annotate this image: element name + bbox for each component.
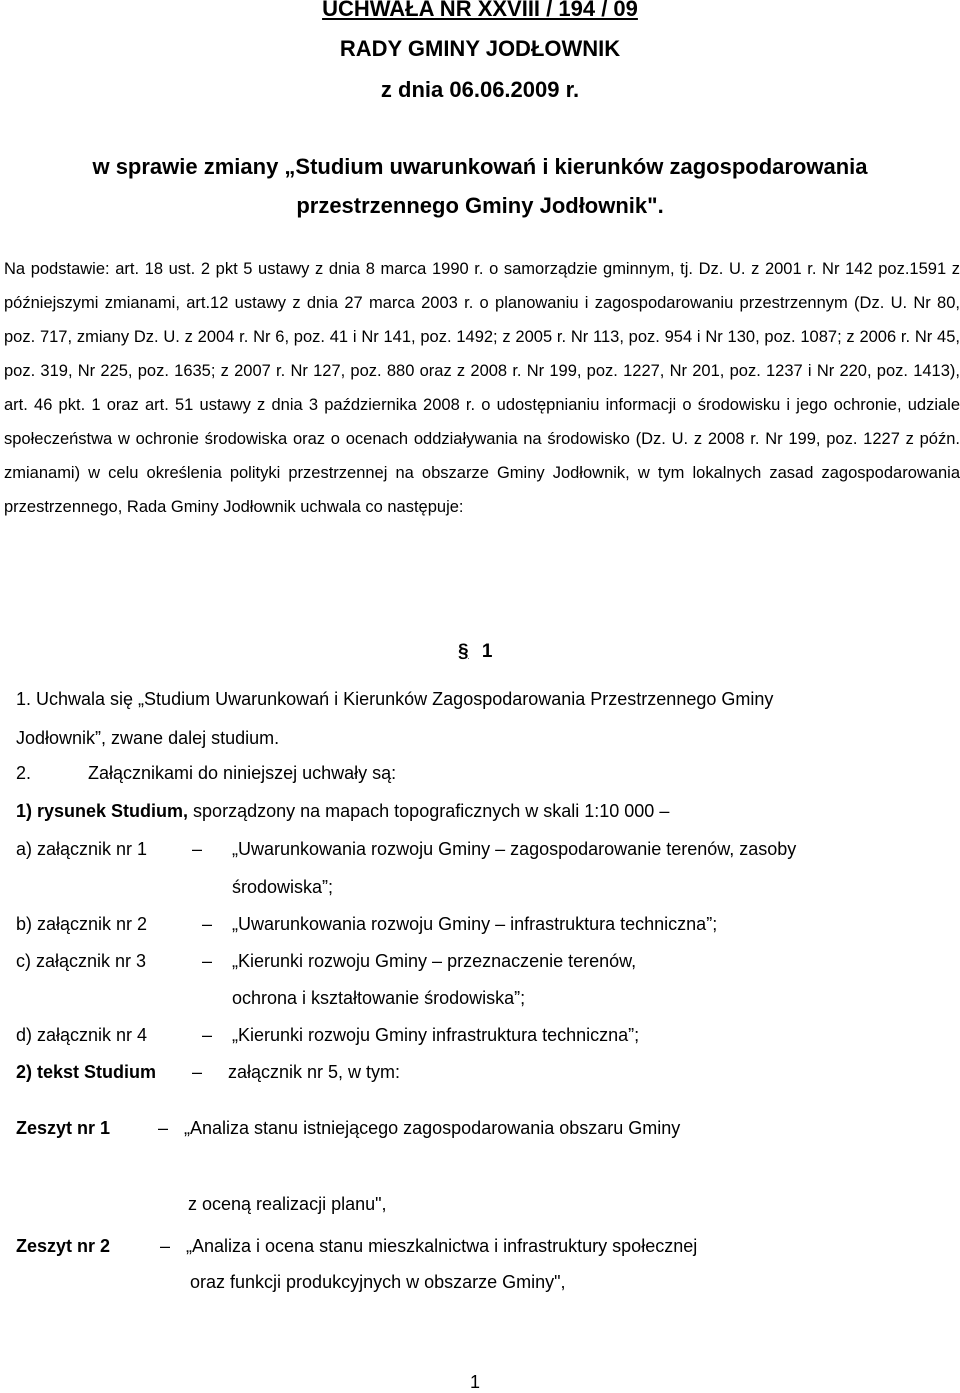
section-heading <box>458 641 492 663</box>
attachment-a-line-2: środowiska”; <box>232 877 334 897</box>
page-number: 1 <box>470 1372 481 1392</box>
attachment-c-line-1: „Kierunki rozwoju Gminy – przeznaczenie terenów, <box>232 951 637 971</box>
attachment-b-dash: – <box>202 914 213 934</box>
section-symbol: § <box>458 641 469 662</box>
item-1-text: sporządzony na mapach topograficznych w skali 1:10 000 – <box>188 801 670 821</box>
subject-line-2: przestrzennego Gminy Jodłownik". <box>296 193 664 218</box>
item-1-line <box>16 801 669 822</box>
volume-2-line-1: „Analiza i ocena stanu mieszkalnictwa i infrastruktury społecznej <box>186 1236 698 1256</box>
item-2-label: 2) tekst Studium <box>16 1062 157 1082</box>
attachment-d-dash: – <box>202 1025 213 1045</box>
volume-2-dash: – <box>160 1236 171 1256</box>
attachment-b-text: „Uwarunkowania rozwoju Gminy – infrastruktura techniczna”; <box>232 914 718 934</box>
attachment-c-line-2: ochrona i kształtowanie środowiska”; <box>232 988 526 1008</box>
subject-line-1: w sprawie zmiany „Studium uwarunkowań i kierunków zagospodarowania <box>92 154 868 179</box>
section-number: 1 <box>481 641 493 662</box>
volume-2-line-2: oraz funkcji produkcyjnych w obszarze Gminy", <box>190 1272 566 1292</box>
item-2-text: załącznik nr 5, w tym: <box>228 1062 401 1082</box>
point-1-line-1: 1. Uchwala się „Studium Uwarunkowań i Kierunków Zagospodarowania Przestrzennego Gminy <box>16 689 774 709</box>
point-2-number: 2. <box>16 763 32 783</box>
resolution-date: z dnia 06.06.2009 r. <box>380 77 580 102</box>
attachment-b-label: b) załącznik nr 2 <box>16 914 148 934</box>
point-2-text: Załącznikami do niniejszej uchwały są: <box>88 763 397 783</box>
point-1-line-2: Jodłownik”, zwane dalej studium. <box>16 728 280 748</box>
attachment-d-text: „Kierunki rozwoju Gminy infrastruktura techniczna”; <box>232 1025 640 1045</box>
attachment-c-dash: – <box>202 951 213 971</box>
item-2-dash: – <box>192 1062 203 1082</box>
resolution-title: UCHWAŁA NR XXVIII / 194 / 09 <box>322 0 638 21</box>
attachment-a-label: a) załącznik nr 1 <box>16 839 148 859</box>
attachment-a-dash: – <box>192 839 203 859</box>
volume-1-line-1: „Analiza stanu istniejącego zagospodarowania obszaru Gminy <box>184 1118 681 1138</box>
legal-basis-paragraph: Na podstawie: art. 18 ust. 2 pkt 5 ustawy z dnia 8 marca 1990 r. o samorządzie gminnym, tj. Dz. U. z 2001 r. Nr 142 poz.1591 z późniejszymi zmianami, art.12 ustawy z dnia 27 marca 2003 r. o planowaniu i zagospodarowaniu przestrzennym (Dz. U. Nr 80, poz. 717, zmiany Dz. U. z 2004 r. Nr 6, poz. 41 i Nr 141, poz. 1492; z 2005 r. Nr 113, poz. 954 i Nr 130, poz. 1087; z 2006 r. Nr 45, poz. 319, Nr 225, poz. 1635; z 2007 r. Nr 127, poz. 880 oraz z 2008 r. Nr 199, poz. 1227, Nr 201, poz. 1237 i Nr 220, poz. 1413), art. 46 pkt. 1 oraz art. 51 ustawy z dnia 3 października 2008 r. o udostępnianiu informacji o środowisku i jego ochronie, udziale społeczeństwa w ochronie środowiska oraz o ocenach oddziaływania na środowisko (Dz. U. z 2008 r. Nr 199, poz. 1227 z późn. zmianami) w celu określenia polityki przestrzennej na obszarze Gminy Jodłownik, w tym lokalnych zasad zagospodarowania przestrzennego, Rada Gminy Jodłownik uchwala co następuje: <box>4 260 960 516</box>
council-name: RADY GMINY JODŁOWNIK <box>339 36 621 61</box>
attachment-a-line-1: „Uwarunkowania rozwoju Gminy – zagospodarowanie terenów, zasoby <box>232 839 797 859</box>
volume-1-line-2: z oceną realizacji planu", <box>188 1194 387 1214</box>
volume-2-label: Zeszyt nr 2 <box>16 1236 111 1256</box>
attachment-c-label: c) załącznik nr 3 <box>16 951 147 971</box>
item-1-label: 1) rysunek Studium, <box>16 801 189 821</box>
volume-1-label: Zeszyt nr 1 <box>16 1118 111 1138</box>
volume-1-dash: – <box>158 1118 169 1138</box>
attachment-d-label: d) załącznik nr 4 <box>16 1025 148 1045</box>
